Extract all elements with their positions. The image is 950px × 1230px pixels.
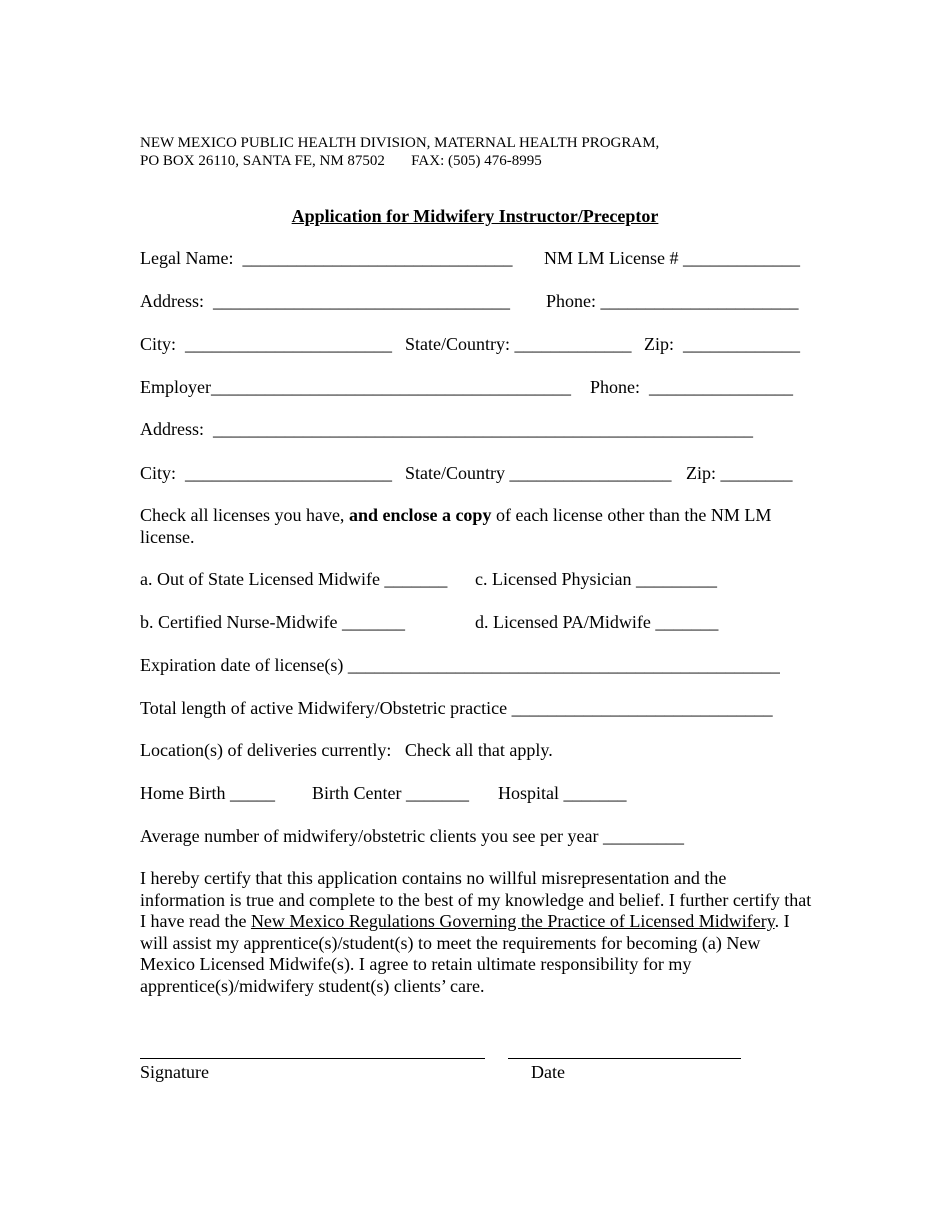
employer-address-field[interactable]: Address: ____________________________________________________________ xyxy=(140,419,753,439)
license-certified-nurse-midwife[interactable]: b. Certified Nurse-Midwife _______ xyxy=(140,612,405,632)
home-birth-field[interactable]: Home Birth _____ xyxy=(140,783,275,803)
hospital-field[interactable]: Hospital _______ xyxy=(498,783,627,803)
zip-field[interactable]: Zip: _____________ xyxy=(644,334,800,354)
licenses-instructions: Check all licenses you have, and enclose a copy of each license other than the NM LM license. xyxy=(140,505,772,547)
practice-length-field[interactable]: Total length of active Midwifery/Obstetric practice _____________________________ xyxy=(140,698,773,718)
employer-phone-field[interactable]: Phone: ________________ xyxy=(590,377,794,397)
license-out-of-state-midwife[interactable]: a. Out of State Licensed Midwife _______ xyxy=(140,569,448,589)
employer-field[interactable]: Employer________________________________________ xyxy=(140,377,571,397)
nm-license-field[interactable]: NM LM License # _____________ xyxy=(544,248,800,268)
license-pa-midwife[interactable]: d. Licensed PA/Midwife _______ xyxy=(475,612,719,632)
city-field[interactable]: City: _______________________ xyxy=(140,334,393,354)
form-title: Application for Midwifery Instructor/Preceptor xyxy=(291,206,659,226)
date-label: Date xyxy=(531,1062,565,1082)
phone-field[interactable]: Phone: ______________________ xyxy=(546,291,799,311)
header-line-2: PO BOX 26110, SANTA FE, NM 87502 FAX: (505) 476-8995 xyxy=(140,153,542,169)
employer-zip-field[interactable]: Zip: ________ xyxy=(686,463,793,483)
employer-state-country-field[interactable]: State/Country __________________ xyxy=(405,463,672,483)
regulations-title: New Mexico Regulations Governing the Practice of Licensed Midwifery xyxy=(250,911,775,932)
license-physician[interactable]: c. Licensed Physician _________ xyxy=(475,569,717,589)
legal-name-field[interactable]: Legal Name: ______________________________ xyxy=(140,248,513,268)
signature-label: Signature xyxy=(140,1062,209,1082)
average-clients-field[interactable]: Average number of midwifery/obstetric clients you see per year _________ xyxy=(140,826,684,846)
birth-center-field[interactable]: Birth Center _______ xyxy=(312,783,469,803)
expiration-date-field[interactable]: Expiration date of license(s) ________________________________________________ xyxy=(140,655,780,675)
state-country-field[interactable]: State/Country: _____________ xyxy=(405,334,632,354)
certification-statement: I hereby certify that this application contains no willful misrepresentation and the information is true and complete to the best of my knowledge and belief. I further certify that I have read the New Mexico Regulations Governing the Practice of Licensed Midwifery. I will assist my apprentice(s)/student(s) to meet the requirements for becoming (a) New Mexico Licensed Midwife(s). I agree to retain ultimate responsibility for my apprentice(s)/midwifery student(s) clients’ care. xyxy=(140,868,812,996)
date-line[interactable] xyxy=(508,1058,741,1059)
employer-city-field[interactable]: City: _______________________ xyxy=(140,463,393,483)
delivery-locations-label: Location(s) of deliveries currently: Check all that apply. xyxy=(140,740,553,760)
header-line-1: NEW MEXICO PUBLIC HEALTH DIVISION, MATERNAL HEALTH PROGRAM, xyxy=(140,135,660,151)
address-field[interactable]: Address: _________________________________ xyxy=(140,291,510,311)
signature-line[interactable] xyxy=(140,1058,485,1059)
